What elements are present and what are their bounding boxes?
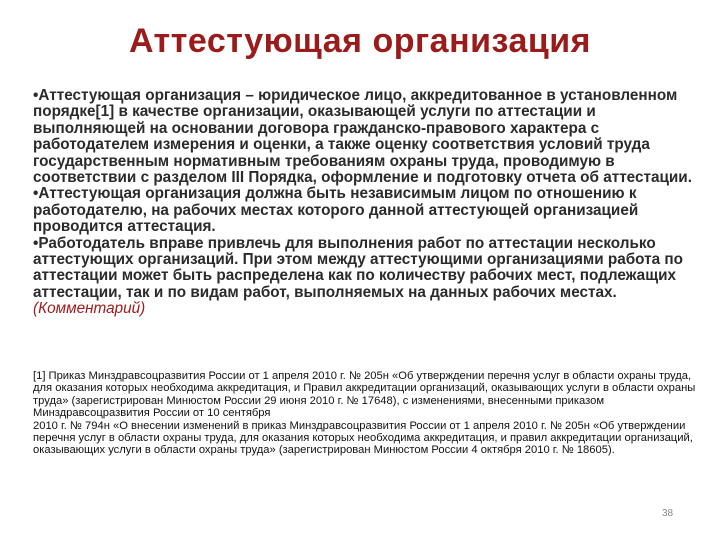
bullet-paragraph-2 (33, 186, 701, 235)
footnote-line-2: 2010 г. № 794н «О внесении изменений в приказ Минздравсоцразвития России от 1 апреля 2010 г. № 205н «Об утверждении перечня услуг в области охраны труда, для оказания которых необходима аккредитация, и правил аккредитации организаций, оказывающих услуги в области охраны труда» (зарегистрирован Минюстом России 4 октября 2010 г. № 18605). (33, 419, 693, 457)
comment-link[interactable]: (Комментарий) (33, 300, 146, 318)
page-number: 38 (662, 508, 674, 519)
footnote-line-1: [1] Приказ Минздравсоцразвития России от 1 апреля 2010 г. № 205н «Об утверждении перечня услуг в области охраны труда, для оказания которых необходима аккредитация, и Правил аккредитации организаций, оказывающих услуги в области охраны труда» (зарегистрирован Минюстом России 29 июня 2010 г. № 17648), с изменениями, внесенными приказом Минздравсоцразвития России от 10 сентября (33, 370, 696, 420)
bullet-paragraph-1 (33, 88, 701, 186)
slide-title: Аттестующая организация (128, 22, 592, 60)
bullet-paragraph-3 (33, 236, 701, 318)
bullet-paragraph-1-text: Аттестующая организация – юридическое лицо, аккредитованное в установленном порядке[1] в качестве организации, оказывающей услуги по аттестации и выполняющей на основании договора гражданско-правового характера с работодателем измерения и оценки, а также оценку соответствия условий труда государственным нормативным требованиям охраны труда, проводимую в соответствии с разделом III Порядка, оформление и подготовку отчета об аттестации. (33, 87, 692, 187)
bullet-paragraph-2-text: Аттестующая организация должна быть независимым лицом по отношению к работодателю, на рабочих местах которого данной аттестующей организацией проводится аттестация. (33, 185, 639, 236)
bullet-paragraph-3-text: Работодатель вправе привлечь для выполнения работ по аттестации несколько аттестующих организаций. При этом между аттестующими организациями работа по аттестации может быть распределена как по количеству рабочих мест, подлежащих аттестации, так и по видам работ, выполняемых на данных рабочих местах. (33, 234, 683, 301)
footnote (33, 370, 705, 457)
slide-body (33, 88, 701, 318)
